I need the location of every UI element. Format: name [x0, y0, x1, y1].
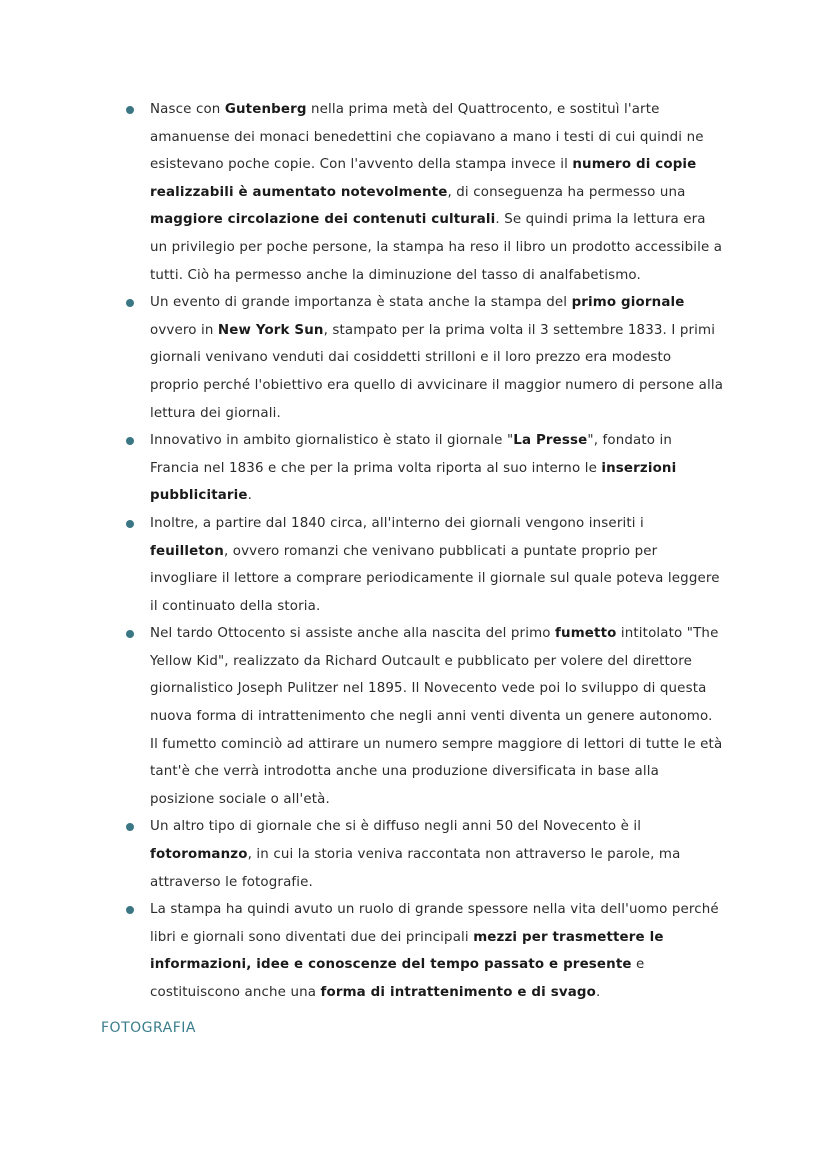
text-run: Un evento di grande importanza è stata anche la stampa del: [150, 295, 572, 311]
bullet-dot-icon: [126, 520, 134, 528]
bullet-item: [124, 813, 724, 896]
bullet-text: [150, 295, 723, 420]
text-run: nella prima metà del Quattrocento, e sostituì l'arte amanuense dei monaci benedettini che copiavano a mano i testi di cui quindi ne esistevano poche copie. Con l'avvento della stampa invece il: [150, 102, 704, 173]
bullet-item: [124, 510, 724, 620]
bullet-item: [124, 289, 724, 427]
bullet-text: [150, 819, 680, 889]
text-run: , in cui la storia veniva raccontata non attraverso le parole, ma attraverso le fotografie.: [150, 847, 681, 890]
bullet-list: [124, 96, 724, 1007]
text-run: . Se quindi prima la lettura era un privilegio per poche persone, la stampa ha reso il libro un prodotto accessibile a tutti. Ciò ha permesso anche la diminuzione del tasso di analfabetismo.: [150, 212, 723, 283]
text-run: .: [247, 488, 253, 504]
bullet-dot-icon: [126, 106, 134, 114]
bold-phrase: feuilleton: [150, 543, 224, 559]
bullet-dot-icon: [126, 437, 134, 445]
bullet-item: [124, 620, 724, 813]
bold-phrase: inserzioni pubblicitarie: [150, 460, 677, 504]
section-heading: FOTOGRAFIA: [101, 1020, 196, 1036]
text-run: Nel tardo Ottocento si assiste anche alla nascita del primo: [150, 626, 556, 642]
bullet-dot-icon: [126, 299, 134, 307]
bullet-text: [150, 102, 722, 283]
text-run: e costituiscono anche una: [150, 957, 645, 1000]
text-run: ovvero in: [150, 322, 218, 338]
text-run: , ovvero romanzi che venivano pubblicati a puntate proprio per invogliare il lettore a comprare periodicamente il giornale sul quale poteva leggere il continuato della storia.: [150, 543, 720, 614]
text-run: ", fondato in Francia nel 1836 e che per la prima volta riporta al suo interno le: [150, 433, 673, 476]
bullet-dot-icon: [126, 630, 134, 638]
text-run: , stampato per la prima volta il 3 settembre 1833. I primi giornali venivano venduti dai cosiddetti strilloni e il loro prezzo era modesto proprio perché l'obiettivo era quello di avvicinare il maggior numero di persone alla lettura dei giornali.: [150, 322, 724, 421]
text-run: Inoltre, a partire dal 1840 circa, all'interno dei giornali vengono inseriti i: [150, 515, 644, 531]
bold-phrase: forma di intrattenimento e di svago: [320, 985, 596, 1000]
text-run: Un altro tipo di giornale che si è diffuso negli anni 50 del Novecento è il: [150, 819, 642, 835]
bullet-dot-icon: [126, 823, 134, 831]
bold-phrase: maggiore circolazione dei contenuti culturali: [150, 212, 496, 228]
bold-phrase: numero di copie realizzabili è aumentato notevolmente: [150, 157, 697, 200]
text-run: .: [595, 985, 601, 1000]
text-run: Innovativo in ambito giornalistico è stato il giornale ": [150, 433, 514, 449]
bold-phrase: La Presse: [513, 433, 588, 449]
bullet-text: [150, 516, 720, 614]
bold-phrase: New York Sun: [217, 322, 324, 338]
bold-phrase: fotoromanzo: [150, 847, 248, 863]
bold-phrase: Gutenberg: [224, 102, 307, 117]
bullet-text: [150, 433, 676, 503]
text-run: , di conseguenza ha permesso una: [447, 184, 686, 200]
bold-phrase: fumetto: [555, 626, 617, 642]
bullet-dot-icon: [126, 906, 134, 914]
bold-phrase: primo giornale: [571, 295, 685, 311]
bullet-text: [150, 626, 722, 807]
bullet-text: [150, 902, 719, 1000]
bold-phrase: mezzi per trasmettere le informazioni, idee e conoscenze del tempo passato e presente: [150, 929, 664, 973]
bullet-item: [124, 427, 724, 510]
bullet-item: [124, 96, 724, 289]
text-run: intitolato "The Yellow Kid", realizzato da Richard Outcault e pubblicato per volere del direttore giornalistico Joseph Pulitzer nel 1895. Il Novecento vede poi lo sviluppo di questa nuova forma di intrattenimento che negli anni venti diventa un genere autonomo. Il fumetto cominciò ad attirare un numero sempre maggiore di lettori di tutte le età tant'è che verrà introdotta anche una produzione diversificata in base alla posizione sociale o all'età.: [150, 626, 723, 807]
bullet-item: [124, 896, 724, 1006]
text-run: La stampa ha quindi avuto un ruolo di grande spessore nella vita dell'uomo perché libri e giornali sono diventati due dei principali: [150, 902, 719, 945]
text-run: Nasce con: [150, 102, 225, 117]
